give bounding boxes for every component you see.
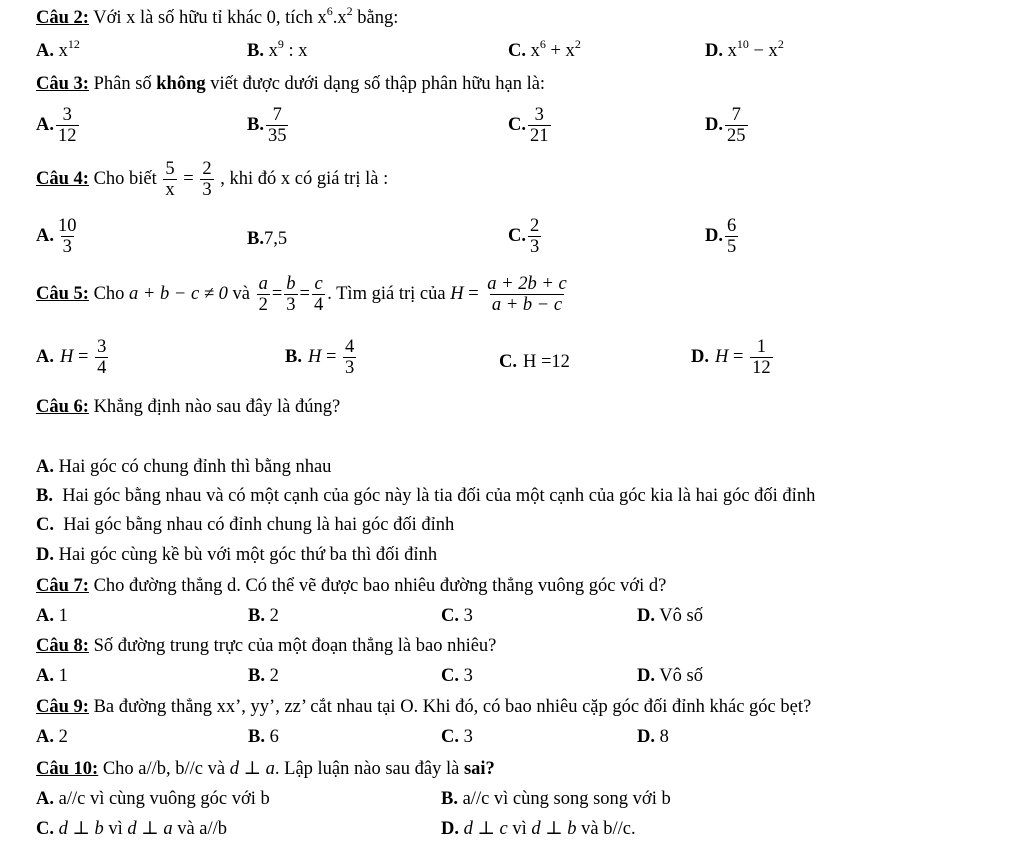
option-letter: D. bbox=[691, 347, 709, 368]
denominator: 3 bbox=[202, 179, 212, 200]
fraction bbox=[528, 106, 551, 145]
option-letter: B. bbox=[247, 41, 264, 61]
exponent: 10 bbox=[736, 37, 749, 51]
numerator: 3 bbox=[534, 105, 544, 125]
denominator: 21 bbox=[530, 125, 549, 146]
q2-option-c[interactable] bbox=[508, 37, 581, 61]
denominator: 3 bbox=[62, 236, 72, 257]
q2-option-d[interactable] bbox=[705, 37, 784, 61]
q7-option-c[interactable] bbox=[441, 607, 473, 626]
option-letter: C. bbox=[508, 115, 526, 136]
option-letter: B. bbox=[285, 347, 302, 368]
option-text: H =12 bbox=[523, 352, 570, 372]
numerator: a + 2b + c bbox=[487, 274, 567, 294]
option-letter: A. bbox=[36, 606, 54, 626]
denominator: 3 bbox=[530, 236, 540, 257]
option-text: 2 bbox=[264, 606, 279, 626]
question-2-text: Với x là số hữu tỉ khác 0, tích x bbox=[88, 8, 327, 28]
denominator: a + b − c bbox=[491, 294, 563, 315]
option-text: 6 bbox=[264, 727, 279, 747]
fraction bbox=[200, 160, 213, 199]
option-letter: D. bbox=[637, 666, 655, 686]
q8-option-d[interactable] bbox=[637, 667, 703, 686]
math-expression: d ⊥ a bbox=[229, 759, 275, 779]
q6-option-a[interactable] bbox=[36, 458, 331, 477]
question-10-text: . Lập luận nào sau đây là bbox=[274, 759, 464, 779]
numerator: 2 bbox=[530, 216, 540, 236]
option-text: vì bbox=[507, 819, 532, 839]
question-5-text: Cho bbox=[88, 284, 130, 305]
option-letter: D. bbox=[441, 819, 459, 839]
option-text: + x bbox=[545, 41, 575, 61]
option-text: 1 bbox=[54, 606, 68, 626]
question-10-text: Cho a//b, b//c và bbox=[98, 759, 230, 779]
option-letter: B. bbox=[247, 115, 264, 136]
denominator: 4 bbox=[97, 357, 107, 378]
q6-option-d[interactable] bbox=[36, 546, 437, 565]
option-letter: A. bbox=[36, 727, 54, 747]
question-6-text: Khẳng định nào sau đây là đúng? bbox=[88, 397, 341, 417]
option-text: 3 bbox=[459, 666, 473, 686]
q5-option-d[interactable]: D. H = $\frac{1}{12}$ bbox=[691, 337, 771, 378]
option-text: x bbox=[263, 41, 278, 61]
q4-option-a[interactable] bbox=[36, 217, 81, 256]
exponent: 9 bbox=[277, 37, 284, 51]
q5-option-a[interactable]: A. H = $\frac{3}{4}$ bbox=[36, 337, 107, 378]
exponent: 6 bbox=[539, 37, 546, 51]
exponent: 2 bbox=[346, 4, 353, 18]
fraction bbox=[56, 217, 79, 256]
option-letter: A. bbox=[36, 115, 54, 136]
variable-h: H bbox=[450, 284, 464, 305]
emphasis-text: không bbox=[156, 74, 206, 94]
question-2 bbox=[36, 4, 399, 28]
option-letter: C. bbox=[36, 819, 54, 839]
fraction bbox=[284, 275, 297, 314]
option-letter: D. bbox=[705, 115, 723, 136]
option-text: Hai góc bằng nhau có đỉnh chung là hai góc đối đỉnh bbox=[54, 515, 455, 535]
denominator: 2 bbox=[258, 294, 268, 315]
option-letter: A. bbox=[36, 41, 54, 61]
q3-option-b[interactable] bbox=[247, 106, 290, 145]
question-7-text: Cho đường thẳng d. Có thể vẽ được bao nhiêu đường thẳng vuông góc với d? bbox=[88, 576, 667, 596]
numerator: 5 bbox=[165, 159, 175, 179]
fraction bbox=[95, 338, 108, 377]
math-expression: d ⊥ c bbox=[463, 819, 508, 839]
math-expression: d ⊥ b bbox=[58, 819, 104, 839]
question-4 bbox=[36, 160, 388, 199]
numerator: 1 bbox=[756, 337, 766, 357]
option-letter: B. bbox=[247, 229, 264, 249]
option-letter: C. bbox=[36, 515, 54, 535]
option-text: 8 bbox=[655, 727, 669, 747]
question-4-text: Cho biết bbox=[88, 169, 162, 190]
option-text: 7,5 bbox=[263, 229, 288, 249]
math-expression: d ⊥ a bbox=[127, 819, 173, 839]
option-text: x bbox=[723, 41, 737, 61]
option-text: − x bbox=[748, 41, 778, 61]
q9-option-b[interactable] bbox=[248, 728, 279, 747]
question-5-label: Câu 5: bbox=[36, 284, 89, 305]
option-text: a//c vì cùng vuông góc với b bbox=[54, 789, 270, 809]
denominator: 5 bbox=[727, 236, 737, 257]
option-text: và a//b bbox=[172, 819, 228, 839]
q4-option-b[interactable] bbox=[247, 230, 287, 249]
q2-option-a[interactable] bbox=[36, 37, 80, 61]
fraction-h bbox=[485, 275, 568, 314]
option-text: Hai góc cùng kề bù với một góc thứ ba thì đối đỉnh bbox=[54, 545, 438, 565]
option-text: Vô số bbox=[655, 666, 703, 686]
option-text: Hai góc bằng nhau và có một cạnh của góc này là tia đối của một cạnh của góc kia là hai góc đối đỉnh bbox=[52, 486, 816, 506]
numerator: 3 bbox=[97, 337, 107, 357]
question-7-label: Câu 7: bbox=[36, 576, 89, 596]
q2-option-b[interactable] bbox=[247, 37, 308, 61]
option-text: vì bbox=[103, 819, 128, 839]
q7-option-d[interactable] bbox=[637, 607, 703, 626]
fraction bbox=[725, 217, 738, 256]
question-9-text: Ba đường thẳng xx’, yy’, zz’ cắt nhau tại O. Khi đó, có bao nhiêu cặp góc đối đỉnh khác góc bẹt? bbox=[88, 697, 812, 717]
denominator: 35 bbox=[267, 125, 287, 146]
numerator: 7 bbox=[731, 105, 741, 125]
question-9-label: Câu 9: bbox=[36, 697, 89, 717]
denominator: 3 bbox=[345, 357, 355, 378]
q10-option-c[interactable] bbox=[36, 820, 227, 839]
option-text: Hai góc có chung đỉnh thì bằng nhau bbox=[54, 457, 332, 477]
math-expression: d ⊥ b bbox=[531, 819, 577, 839]
numerator: 10 bbox=[58, 216, 77, 236]
q4-option-c[interactable] bbox=[508, 217, 543, 256]
denominator: 4 bbox=[313, 294, 324, 315]
q3-option-a[interactable] bbox=[36, 106, 81, 145]
emphasis-text: sai? bbox=[463, 759, 495, 779]
exponent: 12 bbox=[67, 37, 80, 51]
option-text: 2 bbox=[264, 666, 279, 686]
option-letter: D. bbox=[637, 606, 655, 626]
numerator: b bbox=[286, 274, 296, 294]
condition-expression: a + b − c ≠ 0 bbox=[129, 284, 228, 305]
numerator: a bbox=[258, 274, 268, 294]
denominator: 12 bbox=[752, 357, 771, 378]
q5-option-b[interactable]: B. H = $\frac{4}{3}$ bbox=[285, 337, 355, 378]
equals-sign: = bbox=[178, 169, 199, 190]
option-letter: C. bbox=[441, 606, 459, 626]
q3-option-c[interactable] bbox=[508, 106, 553, 145]
question-5: Câu 5: Cho a + b − c ≠ 0 và $\frac{a}{2}$ = $\frac{b}{3}$ = $\frac{c}{4}$ . Tìm giá trị của H = $\frac{a + 2b + c}{a + b - c}$ bbox=[36, 274, 567, 315]
option-letter: C. bbox=[441, 727, 459, 747]
q9-option-c[interactable] bbox=[441, 728, 473, 747]
question-3-label: Câu 3: bbox=[36, 74, 89, 94]
q8-option-b[interactable] bbox=[248, 667, 279, 686]
variable-h: H bbox=[60, 347, 74, 368]
q7-option-a[interactable] bbox=[36, 607, 68, 626]
option-text: và b//c. bbox=[576, 819, 636, 839]
q4-option-d[interactable] bbox=[705, 217, 740, 256]
question-4-label: Câu 4: bbox=[36, 169, 89, 190]
option-letter: B. bbox=[248, 606, 265, 626]
option-text: 3 bbox=[459, 606, 473, 626]
question-10 bbox=[36, 760, 495, 779]
denominator: 12 bbox=[58, 125, 77, 146]
fraction bbox=[343, 338, 356, 377]
option-text: a//c vì cùng song song với b bbox=[457, 789, 671, 809]
question-2-text: .x bbox=[332, 8, 347, 28]
question-3-text: Phân số bbox=[88, 74, 157, 94]
question-8-label: Câu 8: bbox=[36, 636, 89, 656]
option-letter: D. bbox=[705, 226, 723, 247]
denominator: x bbox=[165, 179, 175, 200]
option-letter: A. bbox=[36, 789, 54, 809]
q6-option-c[interactable] bbox=[36, 516, 454, 535]
question-8 bbox=[36, 637, 496, 656]
fraction bbox=[163, 160, 176, 199]
question-5-text: . Tìm giá trị của bbox=[327, 284, 451, 305]
option-text: 3 bbox=[459, 727, 473, 747]
denominator: 25 bbox=[727, 125, 746, 146]
option-letter: B. bbox=[248, 666, 265, 686]
numerator: 7 bbox=[272, 105, 282, 125]
option-letter: A. bbox=[36, 226, 54, 247]
fraction bbox=[266, 106, 289, 145]
q6-option-b[interactable] bbox=[36, 487, 815, 506]
option-letter: D. bbox=[637, 727, 655, 747]
q10-option-a[interactable] bbox=[36, 790, 270, 809]
exponent: 2 bbox=[574, 37, 581, 51]
question-4-text: , khi đó x có giá trị là : bbox=[215, 169, 389, 190]
fraction bbox=[750, 338, 773, 377]
option-letter: C. bbox=[441, 666, 459, 686]
question-8-text: Số đường trung trực của một đoạn thẳng là bao nhiêu? bbox=[88, 636, 497, 656]
option-letter: B. bbox=[36, 486, 53, 506]
option-letter: A. bbox=[36, 457, 54, 477]
option-letter: C. bbox=[499, 352, 517, 372]
variable-h: H bbox=[307, 347, 322, 368]
option-letter: B. bbox=[248, 727, 265, 747]
fraction bbox=[312, 275, 325, 314]
question-3 bbox=[36, 75, 545, 94]
numerator: 4 bbox=[345, 337, 355, 357]
option-text: x bbox=[54, 41, 68, 61]
q9-option-a[interactable] bbox=[36, 728, 68, 747]
question-7 bbox=[36, 577, 666, 596]
option-letter: C. bbox=[508, 226, 526, 247]
q5-option-c[interactable] bbox=[499, 353, 570, 372]
q9-option-d[interactable] bbox=[637, 728, 669, 747]
q8-option-a[interactable] bbox=[36, 667, 68, 686]
numerator: 3 bbox=[62, 105, 72, 125]
q10-option-d[interactable] bbox=[441, 820, 636, 839]
option-letter: C. bbox=[508, 41, 526, 61]
fraction bbox=[56, 106, 79, 145]
option-text: x bbox=[526, 41, 540, 61]
option-letter: A. bbox=[36, 347, 54, 368]
fraction bbox=[257, 275, 270, 314]
question-6-label: Câu 6: bbox=[36, 397, 89, 417]
q8-option-c[interactable] bbox=[441, 667, 473, 686]
option-letter: D. bbox=[705, 41, 723, 61]
numerator: c bbox=[314, 274, 323, 294]
denominator: 3 bbox=[286, 294, 296, 315]
question-2-text: bằng: bbox=[352, 8, 399, 28]
question-10-label: Câu 10: bbox=[36, 759, 99, 779]
question-9 bbox=[36, 698, 811, 717]
q7-option-b[interactable] bbox=[248, 607, 279, 626]
option-letter: B. bbox=[441, 789, 458, 809]
exponent: 2 bbox=[777, 37, 784, 51]
option-text: : x bbox=[283, 41, 308, 61]
question-5-text: và bbox=[227, 284, 255, 305]
option-text: Vô số bbox=[655, 606, 703, 626]
numerator: 6 bbox=[727, 216, 737, 236]
question-3-text: viết được dưới dạng số thập phân hữu hạn là: bbox=[205, 74, 546, 94]
question-2-label: Câu 2: bbox=[36, 8, 89, 28]
fraction bbox=[528, 217, 541, 256]
question-6 bbox=[36, 398, 340, 417]
numerator: 2 bbox=[202, 159, 212, 179]
option-letter: A. bbox=[36, 666, 54, 686]
q3-option-d[interactable] bbox=[705, 106, 750, 145]
fraction bbox=[725, 106, 748, 145]
exponent: 6 bbox=[326, 4, 333, 18]
option-text: 1 bbox=[54, 666, 68, 686]
option-letter: D. bbox=[36, 545, 54, 565]
variable-h: H bbox=[715, 347, 729, 368]
option-text: 2 bbox=[54, 727, 68, 747]
q10-option-b[interactable] bbox=[441, 790, 671, 809]
